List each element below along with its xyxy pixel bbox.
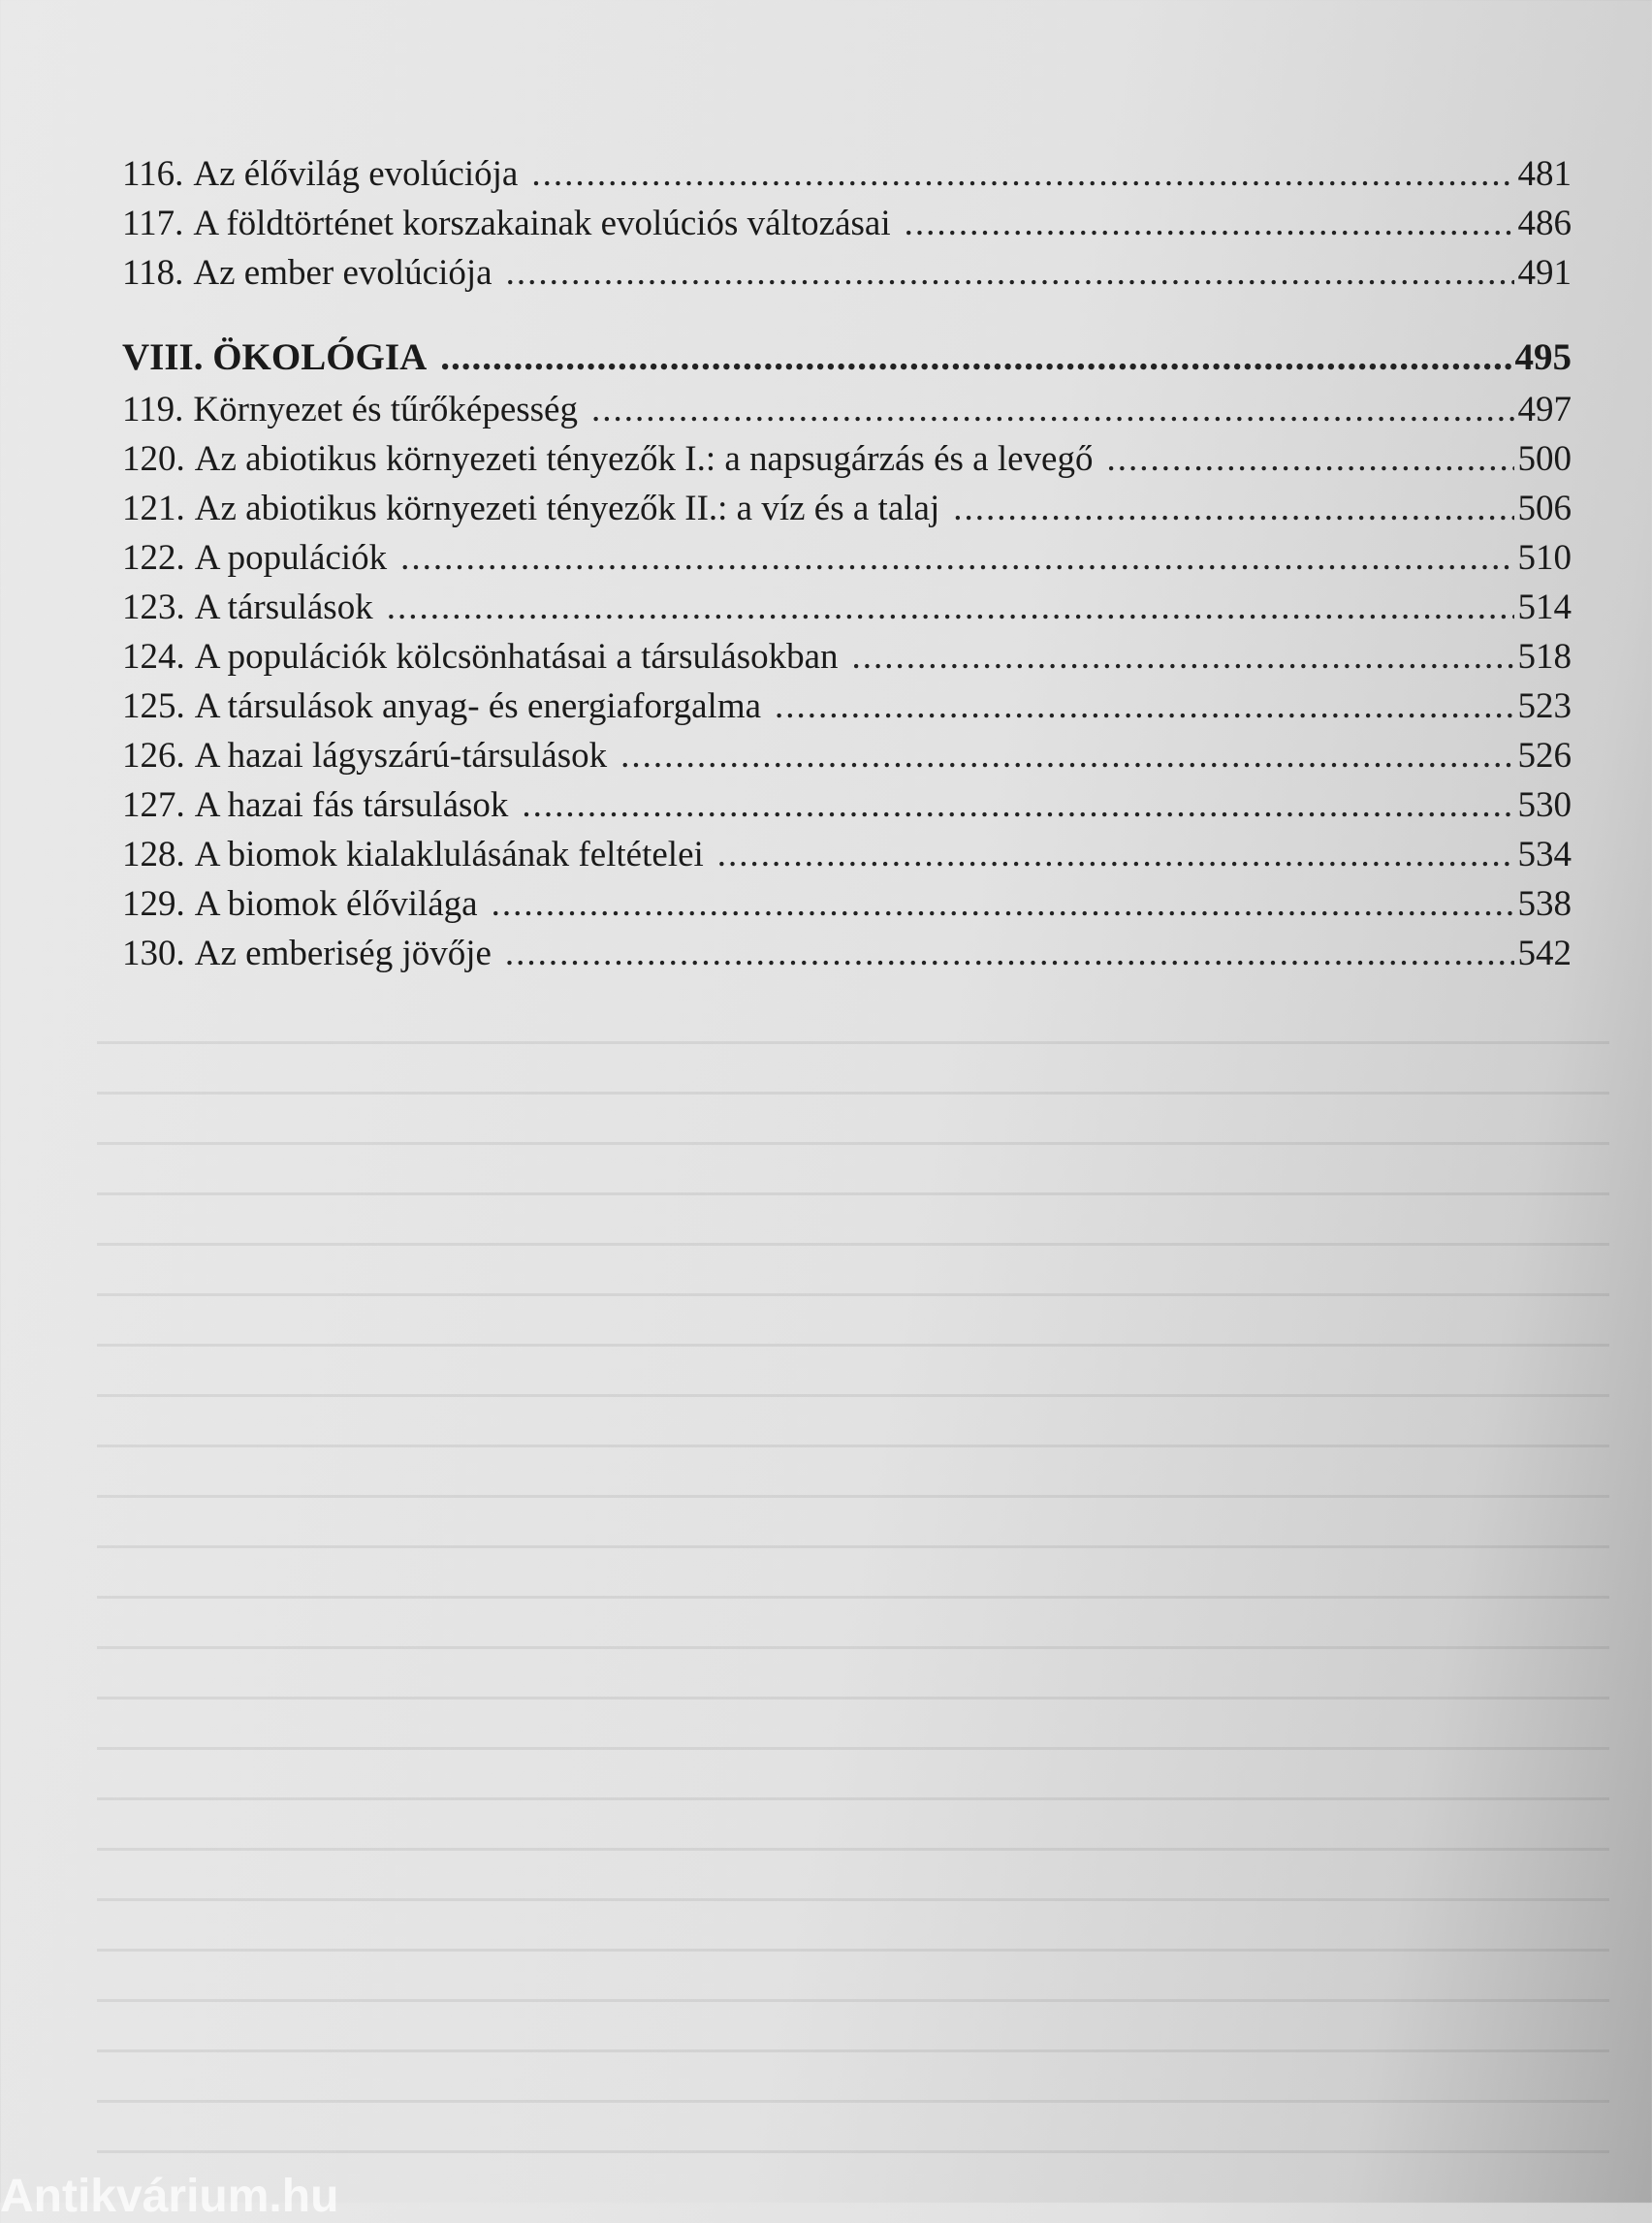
toc-entry-120 — [122, 434, 1572, 484]
toc-entry-number: 128. — [122, 835, 185, 874]
toc-entry-page: 526 — [1517, 736, 1572, 776]
toc-entry-119 — [122, 385, 1572, 434]
dot-leader — [505, 929, 1514, 978]
toc-entry-123 — [122, 583, 1572, 632]
toc-entry-title: Az abiotikus környezeti tényezők II.: a víz és a talaj — [194, 489, 940, 528]
toc-entry-title: A populációk kölcsönhatásai a társulásokban — [194, 637, 839, 677]
section-page: 495 — [1514, 336, 1572, 378]
toc-entry-number: 116. — [122, 154, 184, 194]
toc-entry-title: A földtörténet korszakainak evolúciós változásai — [193, 204, 891, 243]
toc-entry-title: A biomok kialaklulásának feltételei — [194, 835, 704, 874]
toc-entry-title: A populációk — [194, 538, 388, 578]
toc-entry-title: A társulások anyag- és energiaforgalma — [194, 686, 762, 726]
toc-entry-number: 122. — [122, 538, 185, 578]
dot-leader — [905, 199, 1514, 248]
toc-entry-128 — [122, 830, 1572, 879]
toc-entry-129 — [122, 879, 1572, 929]
toc-entry-117 — [122, 199, 1572, 248]
toc-entry-title: Az élővilág evolúciója — [193, 154, 519, 194]
toc-entry-page: 530 — [1517, 785, 1572, 825]
dot-leader — [775, 682, 1513, 731]
toc-entry-124 — [122, 632, 1572, 682]
bleed-through-text — [97, 1008, 1609, 2172]
toc-entry-number: 119. — [122, 390, 184, 429]
toc-entry-number: 130. — [122, 934, 185, 973]
dot-leader — [400, 533, 1513, 583]
toc-entry-number: 124. — [122, 637, 185, 677]
toc-entry-number: 126. — [122, 736, 185, 776]
watermark: Antikvárium.hu — [0, 2171, 339, 2222]
toc-entry-130 — [122, 929, 1572, 978]
toc-entry-title: A biomok élővilága — [194, 884, 478, 924]
toc-entry-122 — [122, 533, 1572, 583]
toc-entry-number: 129. — [122, 884, 185, 924]
toc-entry-number: 125. — [122, 686, 185, 726]
toc-entry-number: 120. — [122, 439, 185, 479]
toc-entry-page: 542 — [1517, 934, 1572, 973]
toc-entry-title: Az emberiség jövője — [194, 934, 492, 973]
toc-entry-number: 117. — [122, 204, 184, 243]
toc-entry-116 — [122, 149, 1572, 199]
dot-leader — [620, 731, 1513, 780]
dot-leader — [531, 149, 1513, 199]
toc-entry-125 — [122, 682, 1572, 731]
toc-entry-page: 534 — [1517, 835, 1572, 874]
dot-leader — [506, 248, 1514, 298]
dot-leader — [522, 780, 1513, 830]
toc-entry-121 — [122, 484, 1572, 533]
dot-leader — [717, 830, 1514, 879]
toc-entry-title: Az ember evolúciója — [193, 253, 492, 293]
toc-entry-127 — [122, 780, 1572, 830]
toc-entry-title: A társulások — [194, 588, 373, 627]
toc-entry-number: 118. — [122, 253, 184, 293]
toc-entry-title: A hazai fás társulások — [194, 785, 509, 825]
dot-leader — [492, 879, 1514, 929]
toc-entry-number: 123. — [122, 588, 185, 627]
section-title: VIII. ÖKOLÓGIA — [122, 336, 428, 378]
table-of-contents — [122, 149, 1572, 978]
dot-leader — [1106, 434, 1513, 484]
toc-entry-118 — [122, 248, 1572, 298]
toc-entry-page: 506 — [1517, 489, 1572, 528]
toc-section-heading — [122, 331, 1572, 385]
toc-entry-page: 486 — [1517, 204, 1572, 243]
toc-entry-page: 491 — [1517, 253, 1572, 293]
toc-entry-page: 538 — [1517, 884, 1572, 924]
toc-entry-title: Az abiotikus környezeti tényezők I.: a napsugárzás és a levegő — [194, 439, 1094, 479]
dot-leader — [440, 331, 1510, 385]
toc-entry-page: 481 — [1517, 154, 1572, 194]
toc-entry-126 — [122, 731, 1572, 780]
dot-leader — [953, 484, 1513, 533]
toc-entry-number: 127. — [122, 785, 185, 825]
toc-entry-title: Környezet és tűrőképesség — [193, 390, 578, 429]
toc-entry-page: 497 — [1517, 390, 1572, 429]
section-spacer — [122, 298, 1572, 331]
dot-leader — [387, 583, 1514, 632]
toc-entry-page: 518 — [1517, 637, 1572, 677]
toc-entry-number: 121. — [122, 489, 185, 528]
toc-entry-page: 510 — [1517, 538, 1572, 578]
toc-entry-page: 514 — [1517, 588, 1572, 627]
dot-leader — [591, 385, 1514, 434]
toc-entry-page: 523 — [1517, 686, 1572, 726]
dot-leader — [852, 632, 1514, 682]
toc-entry-page: 500 — [1517, 439, 1572, 479]
toc-entry-title: A hazai lágyszárú-társulások — [194, 736, 608, 776]
